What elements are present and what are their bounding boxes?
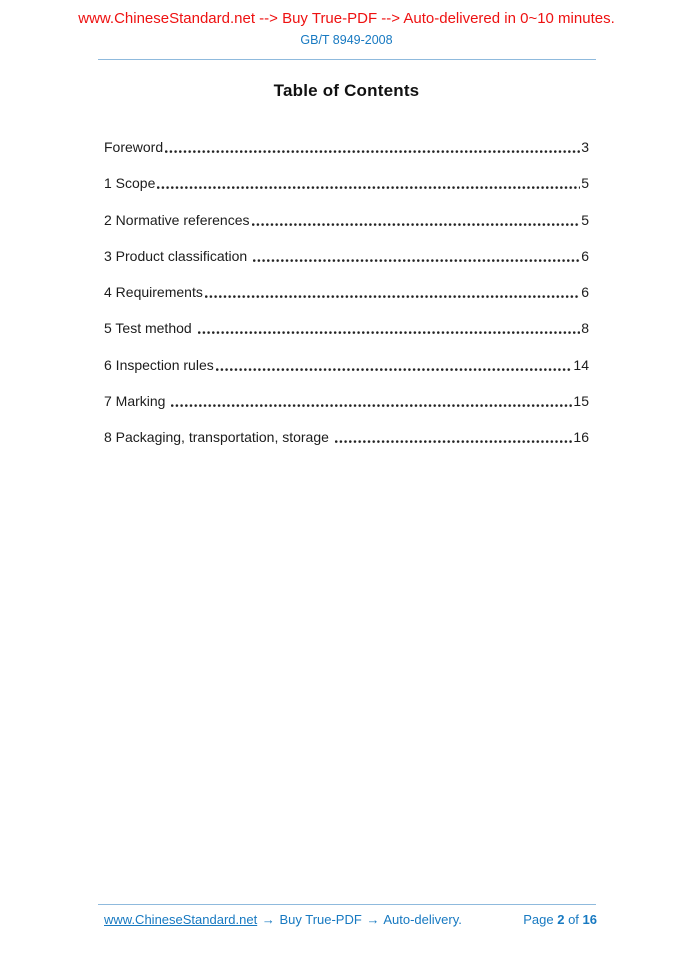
toc-entry-test-method[interactable]: [104, 321, 589, 336]
toc-entry-page: 14: [573, 356, 589, 373]
toc-entry-packaging-transportation-storage[interactable]: [104, 430, 589, 445]
arrow-right-icon: →: [366, 912, 380, 927]
page-total: 16: [582, 912, 597, 927]
footer-delivery-text: Auto-delivery.: [383, 912, 462, 927]
toc-entry-label: 6 Inspection rules: [104, 356, 214, 373]
dot-leader: [198, 330, 581, 335]
footer-divider: [98, 904, 596, 905]
toc-entry-inspection-rules[interactable]: [104, 358, 589, 373]
toc-entry-label: 3 Product classification: [104, 247, 252, 264]
promo-banner: www.ChineseStandard.net --> Buy True-PDF --> Auto-delivered in 0~10 minutes.: [78, 10, 615, 27]
page-title: Table of Contents: [273, 81, 420, 100]
toc-entry-label: 8 Packaging, transportation, storage: [104, 429, 333, 446]
toc-entry-page: 6: [581, 284, 589, 301]
dot-leader: [216, 367, 573, 372]
toc-entry-product-classification[interactable]: [104, 249, 589, 264]
page-indicator: [523, 912, 597, 928]
toc-entry-foreword[interactable]: [104, 140, 589, 155]
page-current: 2: [557, 912, 565, 927]
toc-entry-label: 2 Normative references: [104, 211, 250, 228]
footer-promo: [104, 912, 462, 928]
toc-entry-label: 1 Scope: [104, 175, 156, 192]
toc-entry-label: 4 Requirements: [104, 284, 203, 301]
dot-leader: [252, 222, 581, 227]
toc-entry-scope[interactable]: [104, 176, 589, 191]
toc-list: [104, 140, 589, 467]
dot-leader: [335, 439, 573, 444]
toc-entry-page: 15: [573, 393, 589, 410]
footer: [104, 912, 597, 928]
toc-entry-page: 5: [581, 175, 589, 192]
toc-entry-page: 6: [581, 247, 589, 264]
dot-leader: [205, 294, 580, 299]
dot-leader: [165, 149, 580, 154]
toc-entry-page: 5: [581, 211, 589, 228]
dot-leader: [171, 403, 572, 408]
standard-code: GB/T 8949-2008: [300, 33, 393, 47]
toc-entry-requirements[interactable]: [104, 285, 589, 300]
toc-entry-page: 8: [581, 320, 589, 337]
toc-entry-page: 16: [573, 429, 589, 446]
footer-site-link[interactable]: www.ChineseStandard.net: [104, 912, 258, 927]
footer-buy-text: Buy True-PDF: [279, 912, 362, 927]
dot-leader: [157, 185, 580, 190]
page-label: Page: [523, 912, 554, 927]
toc-entry-normative-references[interactable]: [104, 213, 589, 228]
header-divider: [98, 59, 596, 60]
dot-leader: [253, 258, 580, 263]
page-of-label: of: [568, 912, 579, 927]
arrow-right-icon: →: [261, 912, 275, 927]
toc-entry-page: 3: [581, 139, 589, 155]
toc-entry-label: 7 Marking: [104, 393, 170, 410]
toc-entry-marking[interactable]: [104, 394, 589, 409]
toc-entry-label: Foreword: [104, 139, 164, 155]
toc-entry-label: 5 Test method: [104, 320, 196, 337]
